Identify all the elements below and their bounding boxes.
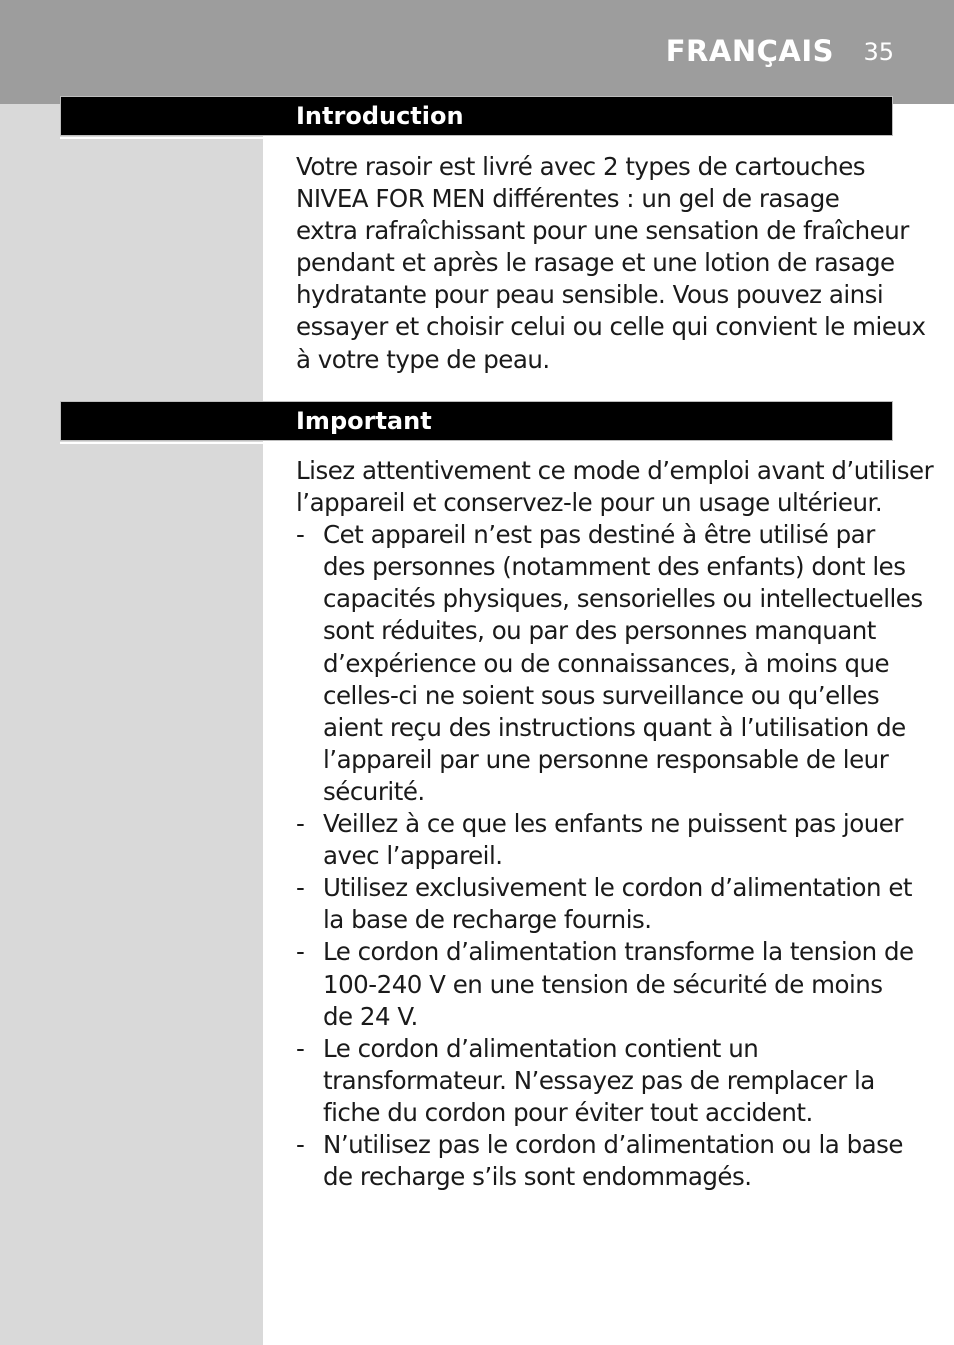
introduction-body xyxy=(296,151,926,376)
text-line: d’expérience ou de connaissances, à moins que xyxy=(323,648,890,678)
list-item xyxy=(296,872,913,936)
text-line: essayer et choisir celui ou celle qui convient le mieux xyxy=(296,312,926,342)
important-body xyxy=(296,455,934,1193)
bullet-dash: - xyxy=(296,520,305,550)
bullet-dash: - xyxy=(296,809,305,839)
list-item xyxy=(296,519,923,808)
bullet-dash: - xyxy=(296,873,305,903)
text-line: l’appareil et conservez-le pour un usage ultérieur. xyxy=(296,488,883,518)
text-line: avec l’appareil. xyxy=(323,841,503,871)
text-line: hydratante pour peau sensible. Vous pouvez ainsi xyxy=(296,280,884,310)
text-line: sont réduites, ou par des personnes manquant xyxy=(323,616,876,646)
divider xyxy=(60,442,263,444)
text-line: capacités physiques, sensorielles ou intellectuelles xyxy=(323,584,923,614)
page-header xyxy=(0,0,954,104)
text-line: aient reçu des instructions quant à l’utilisation de xyxy=(323,712,906,742)
list-item xyxy=(296,1033,906,1129)
text-line: transformateur. N’essayez pas de remplacer la xyxy=(323,1065,875,1095)
section-header-important xyxy=(60,401,893,441)
text-line: de 24 V. xyxy=(323,1001,418,1031)
language-label: FRANÇAIS xyxy=(665,34,834,68)
text-line: des personnes (notamment des enfants) dont les xyxy=(323,552,906,582)
text-line: celles-ci ne soient sous surveillance ou qu’elles xyxy=(323,680,880,710)
text-line: sécurité. xyxy=(323,776,425,806)
list-item xyxy=(296,808,906,872)
bullet-dash: - xyxy=(296,1033,305,1063)
left-margin-column xyxy=(0,104,263,1345)
section-title: Introduction xyxy=(296,102,464,130)
text-line: extra rafraîchissant pour une sensation de fraîcheur xyxy=(296,216,909,246)
text-line: de recharge s’ils sont endommagés. xyxy=(323,1162,752,1192)
text-line: fiche du cordon pour éviter tout accident. xyxy=(323,1097,813,1127)
text-line: à votre type de peau. xyxy=(296,344,550,374)
section-header-introduction xyxy=(60,96,893,136)
text-line: Utilisez exclusivement le cordon d’alimentation et xyxy=(323,873,913,903)
text-line: l’appareil par une personne responsable de leur xyxy=(323,744,889,774)
list-item xyxy=(296,936,914,1032)
divider xyxy=(60,137,263,139)
list-item xyxy=(296,1129,906,1193)
text-line: Veillez à ce que les enfants ne puissent pas jouer xyxy=(323,809,903,839)
page-number: 35 xyxy=(863,38,894,66)
text-line: 100-240 V en une tension de sécurité de moins xyxy=(323,969,883,999)
section-title: Important xyxy=(296,407,432,435)
text-line: NIVEA FOR MEN différentes : un gel de rasage xyxy=(296,184,840,214)
bullet-dash: - xyxy=(296,1129,305,1159)
text-line: pendant et après le rasage et une lotion de rasage xyxy=(296,248,895,278)
text-line: la base de recharge fournis. xyxy=(323,905,652,935)
text-line: Votre rasoir est livré avec 2 types de cartouches xyxy=(296,152,866,181)
text-line: Le cordon d’alimentation contient un xyxy=(323,1033,759,1063)
text-line: Le cordon d’alimentation transforme la tension de xyxy=(323,937,914,967)
bullet-dash: - xyxy=(296,937,305,967)
text-line: N’utilisez pas le cordon d’alimentation ou la base xyxy=(323,1129,903,1159)
text-line: Cet appareil n’est pas destiné à être utilisé par xyxy=(323,520,875,550)
text-line: Lisez attentivement ce mode d’emploi avant d’utiliser xyxy=(296,456,934,485)
